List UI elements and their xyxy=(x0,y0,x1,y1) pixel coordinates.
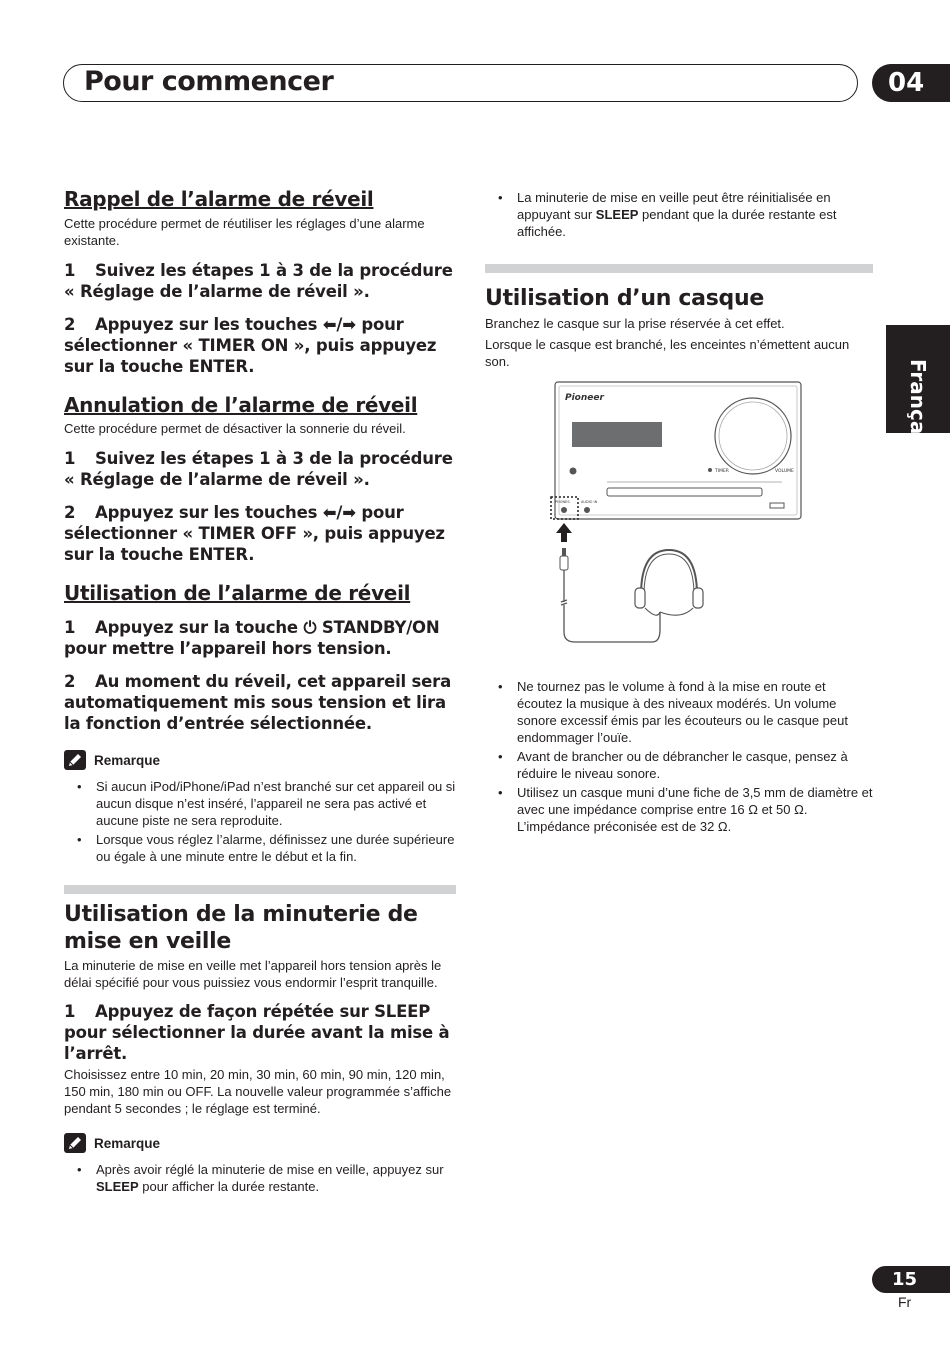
section-title-minuterie: Utilisation de la minuterie de mise en veille xyxy=(64,902,418,954)
list-item: • Lorsque vous réglez l’alarme, définissez une durée supérieure ou égale à une minute entre le début et la fin. xyxy=(64,831,456,865)
svg-text:PHONES: PHONES xyxy=(555,500,570,504)
list-item: • Après avoir réglé la minuterie de mise en veille, appuyez sur SLEEP pour afficher la durée restante. xyxy=(64,1161,456,1195)
minuterie-notes xyxy=(64,1161,456,1195)
list-item: • La minuterie de mise en veille peut être réinitialisée en appuyant sur SLEEP pendant que la durée restante est affichée. xyxy=(485,189,873,240)
section-divider xyxy=(64,885,456,894)
phones-jack-icon xyxy=(561,507,567,513)
section-title-rappel: Rappel de l’alarme de réveil xyxy=(64,187,374,211)
minuterie-step-1: 1 Appuyez de façon répétée sur SLEEP pour sélectionner la durée avant la mise à l’arrêt. xyxy=(64,1002,450,1063)
list-item: • Si aucun iPod/iPhone/iPad n’est branché sur cet appareil ou si aucun disque n’est inséré, l’appareil ne sera pas activé et aucune piste ne sera reproduite. xyxy=(64,778,456,829)
page-title: Pour commencer xyxy=(84,66,334,97)
casque-notes xyxy=(485,678,873,835)
power-button-icon xyxy=(570,468,577,475)
note-heading: Remarque xyxy=(64,1133,456,1153)
chapter-badge: 04 xyxy=(872,64,950,102)
right-column xyxy=(485,189,873,837)
svg-text:AUDIO IN: AUDIO IN xyxy=(581,500,598,504)
svg-text:VOLUME: VOLUME xyxy=(775,469,794,474)
casque-intro-2: Lorsque le casque est branché, les enceintes n’émettent aucun son. xyxy=(485,337,850,369)
list-item: • Avant de brancher ou de débrancher le casque, pensez à réduire le niveau sonore. xyxy=(485,748,873,782)
alarme-step-1: 1 Appuyez sur la touche ⏻ STANDBY/ON pour mettre l’appareil hors tension. xyxy=(64,618,440,658)
rappel-step-1: 1 Suivez les étapes 1 à 3 de la procédure « Réglage de l’alarme de réveil ». xyxy=(64,261,453,301)
pencil-note-icon xyxy=(64,1133,86,1153)
casque-intro-1: Branchez le casque sur la prise réservée à cet effet. xyxy=(485,316,785,331)
brand-logo: Pioneer xyxy=(565,393,604,403)
annulation-intro: Cette procédure permet de désactiver la sonnerie du réveil. xyxy=(64,421,406,436)
language-tab xyxy=(886,325,950,454)
volume-knob-icon xyxy=(715,398,791,474)
headphone-connection-illustration xyxy=(547,380,877,660)
annulation-step-1: 1 Suivez les étapes 1 à 3 de la procédure « Réglage de l’alarme de réveil ». xyxy=(64,449,453,489)
section-title-casque: Utilisation d’un casque xyxy=(485,286,764,311)
page-number: 15 xyxy=(872,1266,950,1293)
power-icon: ⏻ xyxy=(303,618,317,637)
page-language: Fr xyxy=(898,1294,912,1310)
minuterie-step-detail: Choisissez entre 10 min, 20 min, 30 min, 60 min, 90 min, 120 min, 150 min, 180 min ou OFF. La nouvelle valeur programmée s’affiche pendant 5 secondes ; le réglage est terminé. xyxy=(64,1067,452,1116)
list-item: • Ne tournez pas le volume à fond à la mise en route et écoutez la musique à des niveaux modérés. Un volume sonore excessif émis par les écouteurs ou le casque peut endommager l’ouïe. xyxy=(485,678,873,746)
svg-text:TIMER: TIMER xyxy=(715,469,729,474)
alarme-notes xyxy=(64,778,456,865)
left-column xyxy=(64,185,456,1197)
list-item: • Utilisez un casque muni d’une fiche de 3,5 mm de diamètre et avec une impédance comprise entre 16 Ω et 50 Ω. L’impédance préconisée est de 32 Ω. xyxy=(485,784,873,835)
note-heading: Remarque xyxy=(64,750,456,770)
language-tab-label: Français xyxy=(906,359,930,454)
arrow-up-icon xyxy=(556,523,572,542)
pencil-note-icon xyxy=(64,750,86,770)
section-title-utilisation-alarme: Utilisation de l’alarme de réveil xyxy=(64,581,411,605)
section-divider xyxy=(485,264,873,273)
alarme-step-2: 2 Au moment du réveil, cet appareil sera automatiquement mis sous tension et lira la fonction d’entrée sélectionnée. xyxy=(64,672,452,733)
annulation-step-2: 2 Appuyez sur les touches ⬅/➡ pour sélectionner « TIMER OFF », puis appuyez sur la touche ENTER. xyxy=(64,503,445,564)
minuterie-intro: La minuterie de mise en veille met l’appareil hors tension après le délai spécifié pour vous puissiez vous endormir l’esprit tranquille. xyxy=(64,958,442,990)
rappel-intro: Cette procédure permet de réutiliser les réglages d’une alarme existante. xyxy=(64,216,425,248)
rappel-step-2: 2 Appuyez sur les touches ⬅/➡ pour sélectionner « TIMER ON », puis appuyez sur la touche ENTER. xyxy=(64,315,437,376)
headphones-icon xyxy=(635,550,703,615)
section-title-annulation: Annulation de l’alarme de réveil xyxy=(64,393,418,417)
arrow-keys-icon: ⬅/➡ xyxy=(322,315,356,334)
sleep-reset-note xyxy=(485,189,873,240)
arrow-keys-icon: ⬅/➡ xyxy=(322,503,356,522)
